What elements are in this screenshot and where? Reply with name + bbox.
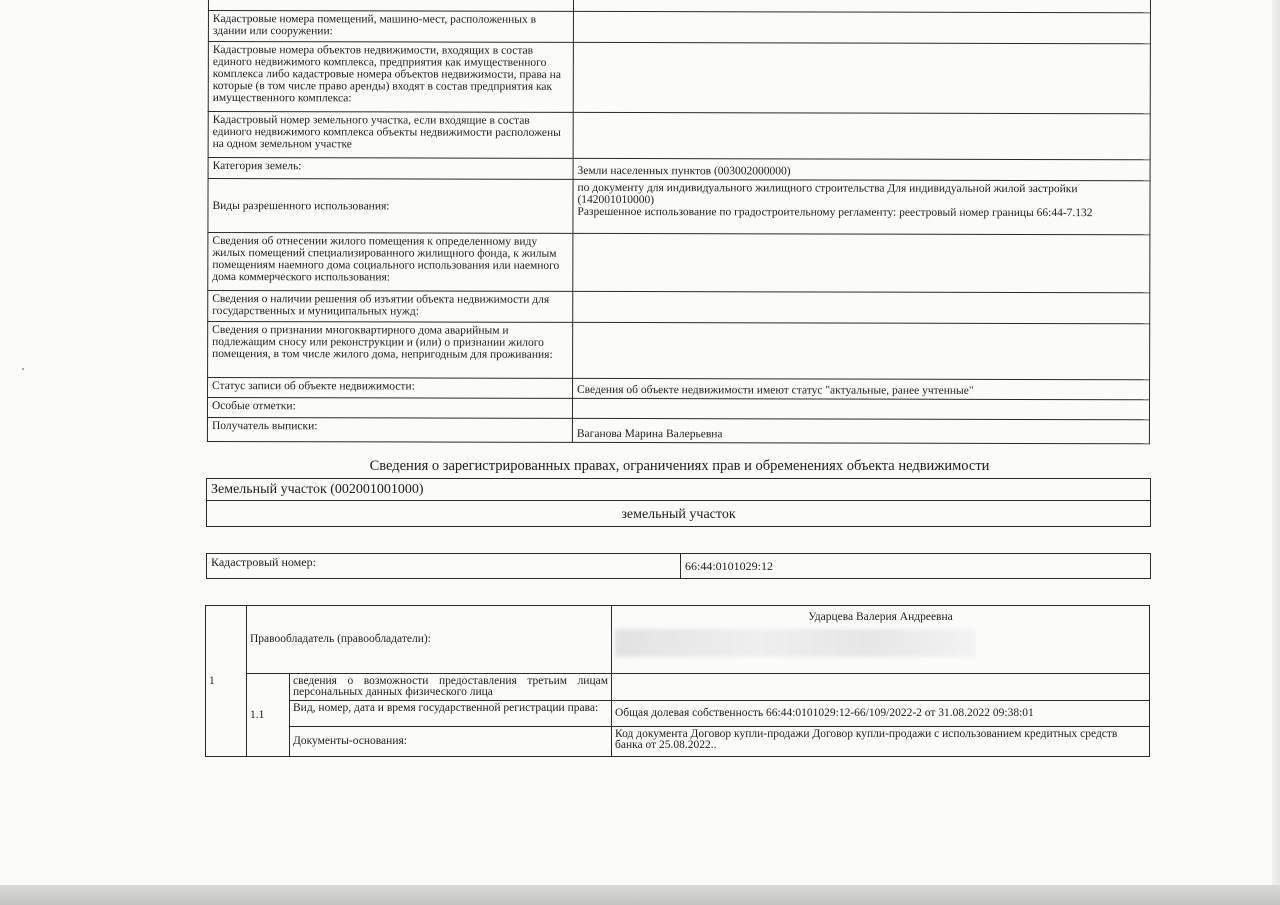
consent-label: сведения о возможности предоставления третьим лицам персональных данных физического лица bbox=[290, 674, 612, 701]
cadastral-number-label: Кадастровый номер: bbox=[207, 554, 681, 579]
redacted-area bbox=[615, 629, 975, 657]
permitted-use-document: по документу для индивидуального жилищного строительства Для индивидуальной жилой застройки (142001010000) bbox=[577, 181, 1078, 207]
permitted-use-label: Виды разрешенного использования: bbox=[208, 179, 573, 234]
table-row bbox=[208, 112, 1150, 160]
land-plot-cadastral-label: Кадастровый номер земельного участка, если входящие в состав единого недвижимого комплекса объекты недвижимости расположены на одном земельном участке bbox=[208, 112, 573, 159]
table-row bbox=[206, 701, 1150, 727]
recipient-label: Получатель выписки: bbox=[207, 417, 572, 442]
rights-section-heading: Сведения о зарегистрированных правах, ограничениях прав и обременениях объекта недвижимости bbox=[369, 458, 990, 474]
table-row bbox=[208, 233, 1150, 293]
table-row bbox=[208, 179, 1150, 235]
registration-value: Общая долевая собственность 66:44:0101029:12-66/109/2022-2 от 31.08.2022 09:38:01 bbox=[612, 701, 1150, 727]
parcel-title: Земельный участок (002001001000) bbox=[207, 479, 1151, 501]
special-notes-label: Особые отметки: bbox=[207, 398, 572, 419]
scanner-bed bbox=[0, 885, 1280, 905]
premises-cadastral-value bbox=[573, 11, 1150, 43]
table-row bbox=[207, 479, 1151, 501]
page-edge bbox=[1272, 0, 1280, 885]
record-status-value: Сведения об объекте недвижимости имеют статус "актуальные, ранее учтенные" bbox=[572, 378, 1149, 399]
table-row bbox=[208, 42, 1150, 114]
table-row bbox=[207, 398, 1149, 420]
holder-name: Ударцева Валерия Андреевна bbox=[808, 611, 953, 623]
cadastral-number-value: 66:44:0101029:12 bbox=[681, 554, 1151, 579]
table-row bbox=[207, 417, 1149, 443]
holder-label: Правообладатель (правообладатели): bbox=[247, 606, 612, 674]
table-row bbox=[208, 322, 1150, 380]
recipient-value: Ваганова Марина Валерьевна bbox=[572, 418, 1149, 443]
table-row bbox=[207, 501, 1151, 527]
table-row bbox=[208, 158, 1150, 181]
documents-label: Документы-основания: bbox=[290, 727, 612, 757]
object-info-table bbox=[207, 0, 1151, 444]
withdrawal-decision-label: Сведения о наличии решения об изъятии объекта недвижимости для государственных и муниципальных нужд: bbox=[208, 291, 573, 323]
land-plot-cadastral-value bbox=[573, 112, 1150, 159]
registration-label: Вид, номер, дата и время государственной регистрации права: bbox=[290, 701, 612, 727]
parcel-subtitle: земельный участок bbox=[207, 501, 1151, 527]
premises-cadastral-label: Кадастровые номера помещений, машино-мест, расположенных в здании или сооружении: bbox=[208, 11, 573, 43]
land-category-value: Земли населенных пунктов (003002000000) bbox=[573, 158, 1150, 180]
holder-value-cell bbox=[612, 606, 1150, 674]
special-notes-value bbox=[572, 398, 1149, 419]
documents-value: Код документа Договор купли-продажи Договор купли-продажи с использованием кредитных средств банка от 25.08.2022.. bbox=[612, 727, 1150, 757]
table-row bbox=[206, 727, 1150, 757]
cadastral-number-table bbox=[206, 553, 1151, 579]
specialized-housing-label: Сведения об отнесении жилого помещения к определенному виду жилых помещений специализированного жилищного фонда, к жилым помещениям наемного дома социального использования или наемного дома коммерческого использования: bbox=[208, 233, 573, 292]
emergency-recognition-value bbox=[573, 322, 1150, 379]
complex-cadastral-label: Кадастровые номера объектов недвижимости, входящих в состав единого недвижимого комплекса, предприятия как имущественного комплекса либо кадастровые номера объектов недвижимости, права на которые (в том числе право аренды) входят в состав предприятия как имущественного комплекса: bbox=[208, 42, 573, 113]
table-row bbox=[207, 554, 1151, 579]
permitted-use-value bbox=[573, 179, 1150, 234]
table-row bbox=[208, 11, 1150, 44]
table-row bbox=[206, 606, 1150, 674]
consent-value bbox=[612, 674, 1150, 701]
sub-row-number: 1.1 bbox=[247, 674, 290, 757]
table-row bbox=[208, 291, 1150, 324]
specialized-housing-value bbox=[573, 233, 1150, 292]
table-row bbox=[208, 378, 1150, 400]
rights-table bbox=[205, 605, 1150, 757]
complex-cadastral-value bbox=[573, 42, 1150, 113]
parcel-table bbox=[206, 478, 1151, 527]
table-row bbox=[206, 674, 1150, 701]
withdrawal-decision-value bbox=[573, 291, 1150, 323]
land-category-label: Категория земель: bbox=[208, 158, 573, 180]
row-number: 1 bbox=[206, 606, 247, 757]
record-status-label: Статус записи об объекте недвижимости: bbox=[208, 378, 573, 399]
permitted-use-regulation: Разрешенное использование по градостроительному регламенту: реестровый номер границы 66:44-7.132 bbox=[577, 205, 1093, 220]
emergency-recognition-label: Сведения о признании многоквартирного дома аварийным и подлежащим сносу или реконструкции и (или) о признании жилого помещения, в том числе жилого дома, непригодным для проживания: bbox=[208, 322, 573, 379]
scan-speck bbox=[22, 368, 24, 370]
